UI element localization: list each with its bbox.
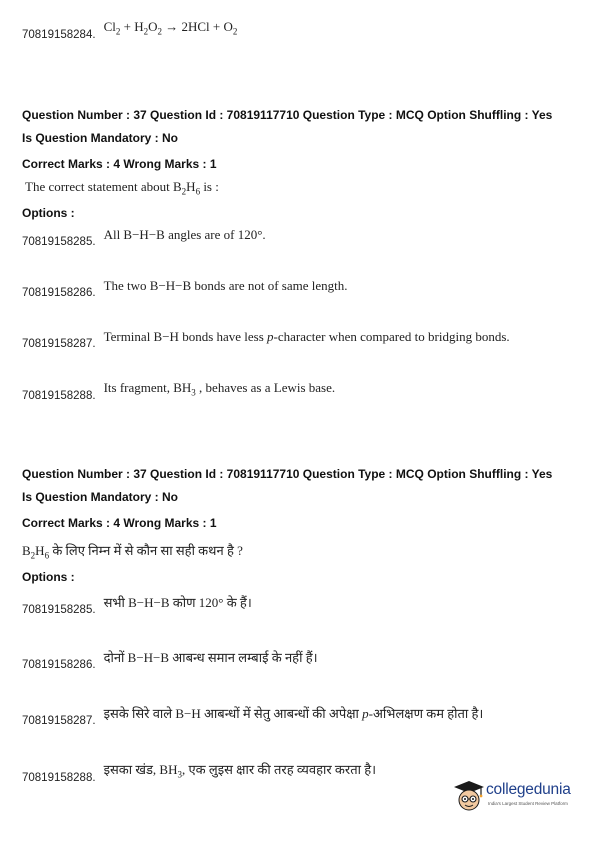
options-label: Options : xyxy=(22,206,75,220)
option-text: All B−H−B angles are of 120°. xyxy=(103,227,266,242)
question-mandatory: Is Question Mandatory : No xyxy=(22,131,179,145)
option-id: 70819158288. xyxy=(22,389,96,402)
question-marks: Correct Marks : 4 Wrong Marks : 1 xyxy=(22,157,217,171)
options-label: Options : xyxy=(22,570,75,584)
option-row-70819158284 xyxy=(22,19,238,41)
option-text: The two B−H−B bonds are not of same length. xyxy=(103,278,348,293)
option-row xyxy=(22,380,336,402)
option-id: 70819158287. xyxy=(22,338,96,350)
option-equation: $Cl_2 + H_2O_2 \to 2HCl + O_2$ xyxy=(103,19,238,37)
option-text: Terminal B−H bonds have less p-character when compared to bridging bonds. xyxy=(103,329,510,344)
option-text: Its fragment, $BH_3$ , behaves as a Lewis base. xyxy=(103,380,336,398)
option-row xyxy=(22,329,510,350)
question-text: $B_2H_6$ के लिए निम्न में से कौन सा सही कथन है ? xyxy=(22,543,243,561)
option-row xyxy=(22,652,318,671)
option-row xyxy=(22,227,266,248)
option-text: दोनों B−H−B आबन्ध समान लम्बाई के नहीं हैं। xyxy=(103,650,318,665)
question-text: The correct statement about $B_2H_6$ is : xyxy=(25,179,219,197)
option-text: सभी B−H−B कोण 120° के हैं। xyxy=(103,595,252,610)
option-id: 70819158286. xyxy=(22,659,96,671)
option-row xyxy=(22,708,483,727)
logo-tagline: India's Largest Student Review Platform xyxy=(488,801,568,806)
collegedunia-logo xyxy=(452,779,577,819)
question-header: Question Number : 37 Question Id : 70819117710 Question Type : MCQ Option Shuffling : Yes xyxy=(22,108,553,122)
option-row xyxy=(22,278,348,299)
option-id: 70819158287. xyxy=(22,715,96,727)
option-id: 70819158288. xyxy=(22,771,96,784)
logo-wordmark: collegedunia xyxy=(486,781,571,798)
question-marks: Correct Marks : 4 Wrong Marks : 1 xyxy=(22,516,217,530)
option-text: इसके सिरे वाले B−H आबन्धों में सेतु आबन्धों की अपेक्षा p-अभिलक्षण कम होता है। xyxy=(103,706,484,721)
option-row xyxy=(22,597,252,616)
question-header: Question Number : 37 Question Id : 70819117710 Question Type : MCQ Option Shuffling : Yes xyxy=(22,467,553,481)
option-id: 70819158286. xyxy=(22,287,96,299)
student-mascot-icon xyxy=(452,779,486,815)
option-id: 70819158284. xyxy=(22,28,96,41)
option-row xyxy=(22,764,376,784)
question-mandatory: Is Question Mandatory : No xyxy=(22,490,179,504)
option-id: 70819158285. xyxy=(22,236,96,248)
option-id: 70819158285. xyxy=(22,604,96,616)
option-text: इसका खंड, $BH_3$, एक लुइस क्षार की तरह व्यवहार करता है। xyxy=(103,762,377,780)
